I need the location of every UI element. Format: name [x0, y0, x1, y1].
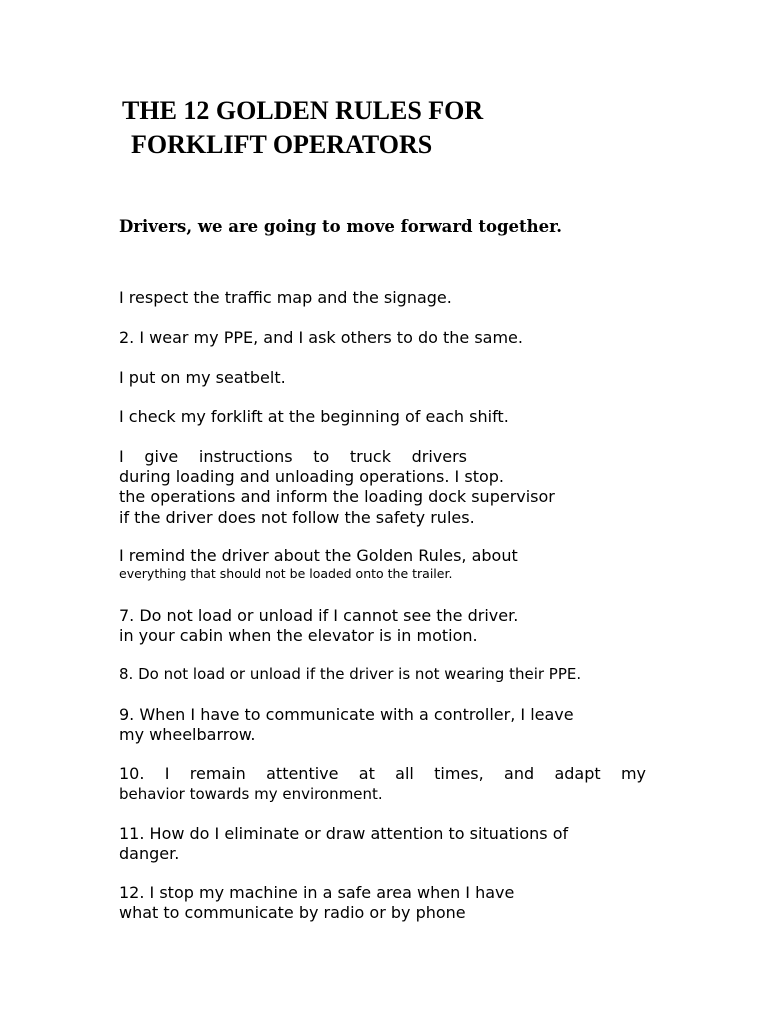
rule-10-word: at — [358, 764, 375, 783]
rule-5-word: give — [144, 447, 179, 466]
rule-6-line-2: everything that should not be loaded onto the trailer. — [119, 566, 453, 581]
rule-10-line-1 — [119, 764, 646, 784]
rule-10-word: all — [395, 764, 414, 783]
rule-10-line-2: behavior towards my environment. — [119, 785, 383, 803]
rule-8: 8. Do not load or unload if the driver is not wearing their PPE. — [119, 665, 582, 683]
rule-11-line-1: 11. How do I eliminate or draw attention to situations of — [119, 824, 569, 843]
rule-5-line-3: the operations and inform the loading dock supervisor — [119, 487, 555, 506]
document-subtitle: Drivers, we are going to move forward together. — [119, 217, 563, 236]
rule-5-word: drivers — [411, 447, 467, 466]
rule-10-word: adapt — [554, 764, 601, 783]
rule-12-line-2: what to communicate by radio or by phone — [119, 903, 466, 922]
rule-10-word: times, — [434, 764, 484, 783]
rule-1: I respect the traffic map and the signage. — [119, 288, 452, 307]
rule-10-word: attentive — [266, 764, 339, 783]
document-title-line-2: FORKLIFT OPERATORS — [131, 130, 433, 159]
rule-4: I check my forklift at the beginning of each shift. — [119, 407, 509, 426]
rule-6-line-1: I remind the driver about the Golden Rules, about — [119, 546, 518, 565]
rule-5-line-2: during loading and unloading operations. I stop. — [119, 467, 504, 486]
rule-12-line-1: 12. I stop my machine in a safe area when I have — [119, 883, 515, 902]
rule-3: I put on my seatbelt. — [119, 368, 286, 387]
rule-5-word: I — [119, 447, 124, 466]
rule-7-line-1: 7. Do not load or unload if I cannot see the driver. — [119, 606, 519, 625]
rule-5-line-1 — [119, 447, 467, 467]
rule-10-word: and — [504, 764, 535, 783]
rule-9-line-1: 9. When I have to communicate with a controller, I leave — [119, 705, 574, 724]
document-title-line-1: THE 12 GOLDEN RULES FOR — [122, 96, 484, 125]
rule-10-word: 10. — [119, 764, 145, 783]
rule-5-line-4: if the driver does not follow the safety rules. — [119, 508, 475, 527]
rule-5-word: to — [313, 447, 330, 466]
rule-9-line-2: my wheelbarrow. — [119, 725, 256, 744]
rule-10-word: remain — [189, 764, 246, 783]
rule-10-word: I — [164, 764, 170, 783]
rule-7-line-2: in your cabin when the elevator is in motion. — [119, 626, 478, 645]
rule-5-word: truck — [349, 447, 391, 466]
rule-11-line-2: danger. — [119, 844, 180, 863]
rule-5-word: instructions — [198, 447, 293, 466]
rule-2: 2. I wear my PPE, and I ask others to do the same. — [119, 328, 523, 347]
rule-10-word: my — [620, 764, 646, 783]
